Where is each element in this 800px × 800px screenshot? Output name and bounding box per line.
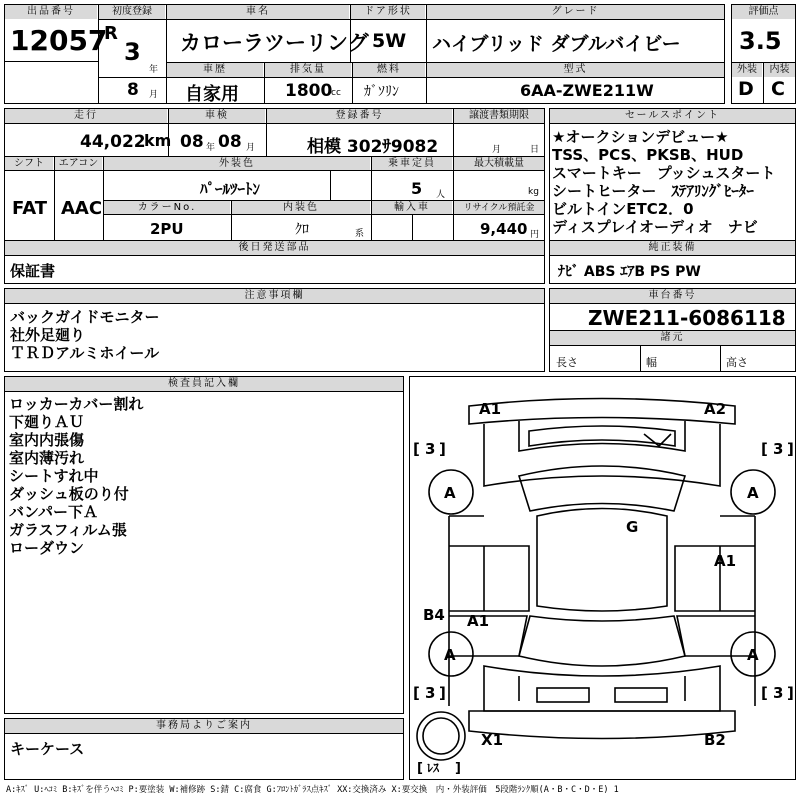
name-label: 車名 [167,5,349,19]
tread-rl: 3 [425,684,436,702]
transfer-day: 日 [530,145,540,155]
era: R [104,23,118,44]
fuel: ｶﾞｿﾘﾝ [364,84,399,100]
sales-point-line: スマートキー プッシュスタート [552,164,776,182]
inspection-year-unit: 年 [206,143,216,153]
sales-point-line: ディスプレイオーディオ ナビ [552,218,758,236]
legend: A:ｷｽﾞ U:ﾍｺﾐ B:ｷｽﾞを伴うﾍｺﾐ P:要塗装 W:補修跡 S:錆 C:腐食 G:ﾌﾛﾝﾄｶﾞﾗｽ点ｷｽﾞ XX:交換済み X:要交換 内・外装評価 5段階ﾗﾝｸ順(A・B・C・D・E) 1 [6,785,619,795]
inspector-line: ローダウン [9,539,85,557]
spec-height: 高さ [726,356,748,369]
chassis-number: ZWE211-6086118 [588,306,786,330]
capacity-unit: 人 [436,190,446,200]
lot-label: 出品番号 [5,5,97,19]
sales-point-label: セールスポイント [550,109,795,123]
inspector-line: バンパー下Ａ [9,503,98,521]
equipment: ﾅﾋﾞ ABS ｴｱB PS PW [558,264,701,280]
load-label: 最大積載量 [454,157,544,171]
colorno-label: カラーNo. [104,201,230,215]
sales-point-line: TSS、PCS、PKSB、HUD [552,146,744,164]
office-note: キーケース [10,740,85,758]
ext-grade: D [738,78,754,100]
year-unit: 年 [149,65,159,75]
mileage-label: 走行 [5,109,167,123]
notes-label: 注意事項欄 [5,289,544,303]
transfer-month: 月 [492,145,502,155]
tread-rr: 3 [773,684,784,702]
lot-number: 12057 [10,24,108,57]
inspector-line: 下廻りＡＵ [9,413,85,431]
mark-glass: G [626,518,639,536]
reg-month: 8 [127,80,139,100]
intcolor-unit: 系 [355,229,365,239]
mark-rear-right: B2 [704,731,726,749]
color-number: 2PU [150,220,184,238]
spec-width: 幅 [646,356,657,369]
color-label: 外装色 [104,157,370,171]
plate-label: 登録番号 [267,109,452,123]
mileage: 44,022 [80,132,146,152]
mark-tire-rl: A [444,646,456,664]
office-label: 事務局よりご案内 [5,719,403,733]
note-line: 社外足廻り [10,326,86,344]
mark-tire-fl: A [444,484,456,502]
disp-label: 排気量 [265,63,351,77]
svg-text:[: [ [417,761,423,776]
recycle-unit: 円 [530,230,540,240]
fuel-label: 燃料 [353,63,425,77]
door-type: 5W [372,30,407,52]
intcolor-label: 内装色 [232,201,370,215]
plate-number: 相模 302ｻ9082 [307,137,439,157]
score-label: 評価点 [732,5,795,19]
later-parts: 保証書 [10,262,56,280]
inspector-line: 室内薄汚れ [9,449,85,467]
inspector-list [9,395,143,557]
later-parts-label: 後日発送部品 [5,241,544,255]
inspector-line: ダッシュ板のり付 [9,485,129,503]
inspector-line: ガラスフィルム張 [9,521,127,539]
mark-right-side: A1 [714,552,737,570]
mark-left-rear: B4 [423,606,445,624]
svg-text:[: [ [413,684,420,702]
sales-point-list [552,128,775,236]
disp-unit: cc [331,88,341,98]
int-grade: C [771,78,785,100]
int-label: 内装 [764,63,795,77]
mark-front-right: A2 [704,400,727,418]
sales-point-line: シートヒーター ｽﾃｱﾘﾝｸﾞﾋｰﾀｰ [552,182,754,200]
model-code: 6AA-ZWE211W [520,81,654,100]
mileage-unit: km [144,131,172,150]
body-color: ﾊﾟｰﾙﾂｰﾄﾝ [200,180,261,198]
ac-label: エアコン [55,157,102,171]
svg-text:]: ] [787,684,794,702]
svg-text:]: ] [455,761,461,776]
reg-year: 3 [124,38,141,66]
spare-none: ﾚｽ [427,761,440,775]
month-unit: 月 [149,90,159,100]
car-name: カローラツーリング [180,31,369,55]
chassis-label: 車台番号 [550,289,795,303]
import-label: 輸入車 [372,201,452,215]
mark-tire-fr: A [747,484,759,502]
svg-text:]: ] [439,684,446,702]
svg-text:]: ] [787,440,794,458]
capacity: 5 [411,179,423,198]
ext-label: 外装 [732,63,762,77]
svg-text:[: [ [413,440,420,458]
tread-fr: 3 [773,440,784,458]
recycle-label: リサイクル預託金 [454,201,544,215]
equipment-label: 純正装備 [550,241,795,255]
grade: ハイブリッド ダブルバイビー [432,33,681,55]
inspector-label: 検査員記入欄 [5,377,403,391]
grade-label: グレード [427,5,724,19]
sales-point-line: ★オークションデビュー★ [552,128,729,146]
inspector-line: シートすれ中 [9,467,99,485]
load-unit: kg [528,187,539,197]
svg-text:]: ] [439,440,446,458]
inspection-label: 車検 [169,109,265,123]
history-label: 車歴 [167,63,263,77]
tread-fl: 3 [425,440,436,458]
specs-label: 諸元 [550,331,795,345]
inspection-year: 08 [180,132,204,152]
door-label: ドア形状 [351,5,425,19]
mark-left-side: A1 [467,612,490,630]
inspector-line: ロッカーカバー割れ [9,395,144,413]
spec-length: 長さ [556,356,578,369]
aircon: AAC [61,198,103,219]
transfer-label: 譲渡書類期限 [454,109,544,123]
recycle-fee: 9,440 [480,220,528,238]
car-diagram [409,376,796,780]
displacement: 1800 [285,81,333,101]
model-label: 型式 [427,63,724,77]
mark-rear-left: X1 [481,731,504,749]
capacity-label: 乗車定員 [372,157,452,171]
svg-text:[: [ [761,684,768,702]
shift-label: シフト [5,157,53,171]
svg-text:[: [ [761,440,768,458]
notes-list [10,308,160,362]
note-line: ＴＲＤアルミホイール [10,344,160,362]
inspection-month-unit: 月 [246,143,256,153]
note-line: バックガイドモニター [10,308,160,326]
mark-front-left: A1 [479,400,502,418]
inspector-line: 室内内張傷 [9,431,85,449]
first-reg-label: 初度登録 [99,5,165,19]
interior-color: ｸﾛ [295,222,309,238]
score: 3.5 [739,27,782,55]
sales-point-line: ビルトインETC2．0 [552,200,694,218]
inspection-month: 08 [218,132,242,152]
mark-tire-rr: A [747,646,759,664]
history: 自家用 [185,84,239,105]
shift: FAT [12,198,48,219]
